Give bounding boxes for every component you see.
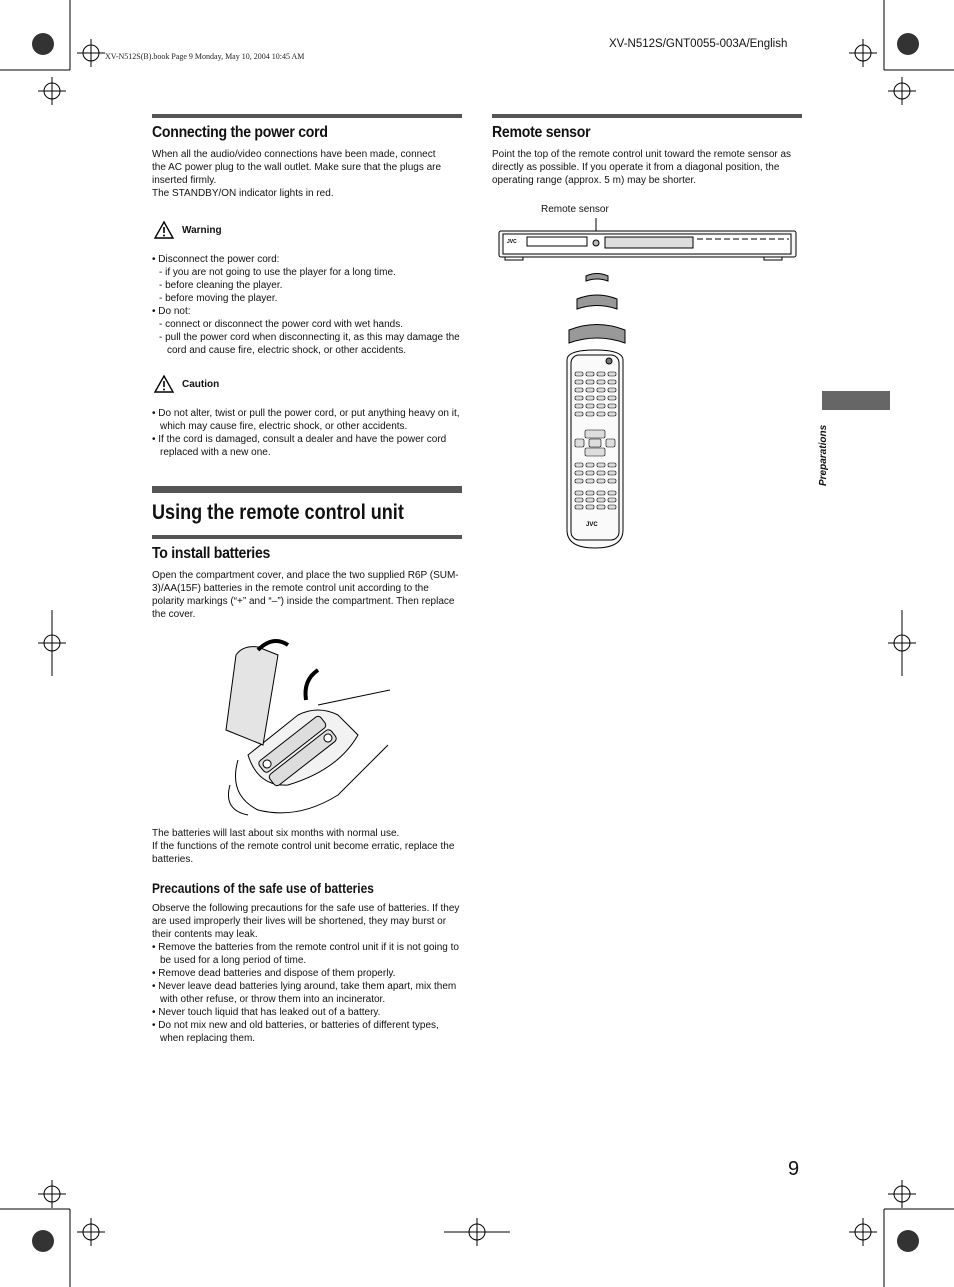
remote-button-graphic [586,388,594,392]
caution-notice [154,375,462,393]
remote-button-graphic [586,396,594,400]
remote-button-graphic [597,491,605,495]
section-rule [152,535,462,539]
remote-button-graphic [575,388,583,392]
remote-button-graphic [608,412,616,416]
remote-button-graphic [589,439,601,447]
remote-button-graphic [608,471,616,475]
warning-label: Warning [182,224,222,236]
remote-button-graphic [575,505,583,509]
remote-button-graphic [597,380,605,384]
remote-button-graphic [586,380,594,384]
caution-label: Caution [182,378,220,390]
remote-button-graphic [575,471,583,475]
remote-button-graphic [586,404,594,408]
remote-button-graphic [608,479,616,483]
remote-sensor-heading: Remote sensor [492,124,591,141]
remote-button-graphic [608,396,616,400]
remote-button-graphic [585,430,605,438]
remote-button-graphic [597,471,605,475]
book-info-line: XV-N512S(B).book Page 9 Monday, May 10, 2004 10:45 AM [105,52,305,61]
remote-button-graphic [575,439,584,447]
precautions-list [152,941,462,1045]
battery-installation-illustration [218,635,398,825]
document-id: XV-N512S/GNT0055-003A/English [609,38,788,50]
list-item: • If the cord is damaged, consult a dealer and have the power cord replaced with a new one. [152,434,447,458]
player-brand-label: JVC [507,239,517,245]
remote-button-graphic [608,498,616,502]
power-intro-1: When all the audio/video connections have been made, connect [152,149,436,160]
chapter-tab [822,391,890,410]
power-intro-3: inserted firmly. [152,175,217,186]
caution-icon [154,375,174,393]
precautions-intro: Observe the following precautions for the safe use of batteries. If they are used improperly their lives will be shortened, they may burst or their contents may leak. [152,903,460,940]
power-intro-4: The STANDBY/ON indicator lights in red. [152,188,334,199]
remote-button-graphic [575,491,583,495]
remote-button-graphic [608,388,616,392]
list-item: • Remove the batteries from the remote control unit if it is not going to be used for a long period of time. [152,942,459,966]
chapter-label: Preparations [818,424,829,486]
caution-list [152,407,462,459]
list-item: - pull the power cord when disconnecting it, as this may damage the cord and cause fire, electric shock, or other accidents. [159,332,460,356]
remote-button-graphic [597,372,605,376]
right-column [492,114,802,187]
list-item: - before moving the player. [159,293,278,304]
warning-icon [154,221,174,239]
precautions-heading: Precautions of the safe use of batteries [152,881,374,896]
remote-button-graphic [575,380,583,384]
list-item: - if you are not going to use the player for a long time. [159,267,396,278]
power-cord-heading: Connecting the power cord [152,124,328,141]
remote-button-graphic [586,505,594,509]
remote-button-graphic [586,479,594,483]
section-rule [492,114,802,118]
remote-button-graphic [608,380,616,384]
remote-button-graphic [608,372,616,376]
remote-control-heading: Using the remote control unit [152,501,404,524]
remote-sensor-label: Remote sensor [541,204,609,215]
remote-button-graphic [575,396,583,400]
remote-button-graphic [575,479,583,483]
section-rule [152,114,462,118]
power-intro-2: the AC power plug to the wall outlet. Make sure that the plugs are [152,162,442,173]
remote-button-graphic [608,505,616,509]
chapter-rule [152,486,462,493]
list-item: • Remove dead batteries and dispose of them properly. [152,968,396,979]
list-item: • Never touch liquid that has leaked out of a battery. [152,1007,381,1018]
remote-button-graphic [597,463,605,467]
install-batteries-heading: To install batteries [152,545,271,562]
remote-button-graphic [575,404,583,408]
list-item: • Do not mix new and old batteries, or batteries of different types, when replacing them. [152,1020,439,1044]
install-text: Open the compartment cover, and place the two supplied R6P (SUM-3)/AA(15F) batteries in the remote control unit according to the polarity markings (“+” and “–”) inside the compartment. Then replace the cover. [152,570,459,620]
battery-life-section [152,827,462,1045]
list-item: • Do not: [152,306,191,317]
remote-button-graphic [586,463,594,467]
remote-button-graphic [597,396,605,400]
left-column [152,114,462,459]
player-remote-illustration [497,215,807,555]
remote-button-graphic [575,498,583,502]
remote-button-graphic [585,448,605,456]
battery-life-1: The batteries will last about six months with normal use. [152,828,400,839]
remote-button-graphic [608,491,616,495]
remote-button-graphic [606,439,615,447]
warning-notice [154,221,462,239]
list-item: - connect or disconnect the power cord with wet hands. [159,319,404,330]
list-item: • Disconnect the power cord: [152,254,280,265]
remote-button-graphic [575,463,583,467]
remote-button-graphic [597,505,605,509]
remote-button-graphic [597,479,605,483]
remote-button-graphic [608,463,616,467]
remote-button-graphic [597,388,605,392]
remote-button-graphic [608,404,616,408]
remote-button-graphic [597,412,605,416]
remote-brand-label: JVC [586,522,598,528]
list-item: - before cleaning the player. [159,280,283,291]
remote-button-graphic [586,491,594,495]
warning-list [152,253,462,357]
remote-button-graphic [597,404,605,408]
remote-button-graphic [586,498,594,502]
remote-sensor-text: Point the top of the remote control unit toward the remote sensor as directly as possible. If you operate it from a diagonal position, the operating range (approx. 5 m) may be shorter. [492,149,792,186]
list-item: • Do not alter, twist or pull the power cord, or put anything heavy on it, which may cause fire, electric shock, or other accidents. [152,408,460,432]
remote-button-graphic [597,498,605,502]
remote-section [152,486,462,621]
remote-button-graphic [575,372,583,376]
page-number: 9 [788,1158,800,1180]
battery-life-2: If the functions of the remote control unit become erratic, replace the batteries. [152,841,455,865]
remote-button-graphic [586,412,594,416]
list-item: • Never leave dead batteries lying around, take them apart, mix them with other refuse, or throw them into an incinerator. [152,981,457,1005]
remote-button-graphic [586,471,594,475]
remote-button-graphic [586,372,594,376]
remote-button-graphic [575,412,583,416]
